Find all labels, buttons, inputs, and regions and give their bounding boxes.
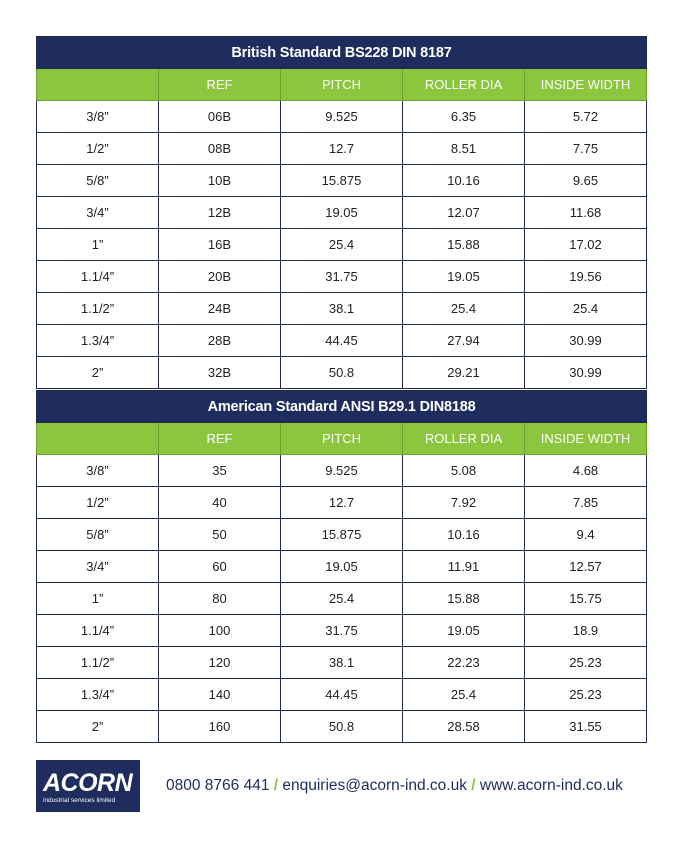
contact-line (166, 777, 623, 795)
table-cell: 5.08 (403, 455, 525, 487)
table-cell: 25.23 (525, 679, 647, 711)
table-cell: 6.35 (403, 101, 525, 133)
table-cell: 5/8” (37, 165, 159, 197)
table-cell: 60 (159, 551, 281, 583)
table-cell: 19.05 (403, 261, 525, 293)
table-cell: 25.4 (281, 583, 403, 615)
table-cell: 1.1/4” (37, 261, 159, 293)
table-cell: 08B (159, 133, 281, 165)
table-cell: 25.4 (281, 229, 403, 261)
table-row (37, 293, 647, 325)
table-cell: 27.94 (403, 325, 525, 357)
table-title: American Standard ANSI B29.1 DIN8188 (37, 391, 647, 423)
table-cell: 9.65 (525, 165, 647, 197)
table-cell: 1” (37, 229, 159, 261)
table-cell: 25.23 (525, 647, 647, 679)
table-cell: 30.99 (525, 325, 647, 357)
table-row (37, 165, 647, 197)
table-cell: 10B (159, 165, 281, 197)
separator: / (471, 777, 476, 794)
table-cell: 15.75 (525, 583, 647, 615)
table-cell: 31.75 (281, 261, 403, 293)
table-cell: 28.58 (403, 711, 525, 743)
table-cell: 7.85 (525, 487, 647, 519)
table-body (37, 455, 647, 743)
table-row (37, 487, 647, 519)
table-row (37, 519, 647, 551)
table-cell: 10.16 (403, 519, 525, 551)
table-cell: 15.875 (281, 519, 403, 551)
table-cell: 25.4 (525, 293, 647, 325)
column-header: ROLLER DIA (403, 69, 525, 101)
table-row (37, 101, 647, 133)
table-cell: 19.05 (281, 551, 403, 583)
table-body (37, 101, 647, 389)
table-cell: 12.7 (281, 487, 403, 519)
table-cell: 20B (159, 261, 281, 293)
table-row (37, 455, 647, 487)
table-cell: 100 (159, 615, 281, 647)
table-cell: 28B (159, 325, 281, 357)
table-cell: 3/8” (37, 101, 159, 133)
british-standard-table (36, 36, 647, 389)
table-cell: 4.68 (525, 455, 647, 487)
table-cell: 9.4 (525, 519, 647, 551)
table-cell: 16B (159, 229, 281, 261)
table-row (37, 229, 647, 261)
table-cell: 19.05 (403, 615, 525, 647)
table-cell: 31.75 (281, 615, 403, 647)
separator: / (273, 777, 279, 794)
table-cell: 50.8 (281, 711, 403, 743)
table-cell: 2” (37, 357, 159, 389)
table-row (37, 197, 647, 229)
table-cell: 9.525 (281, 455, 403, 487)
table-cell: 1.3/4” (37, 325, 159, 357)
table-cell: 40 (159, 487, 281, 519)
column-header: PITCH (281, 423, 403, 455)
table-cell: 1/2” (37, 487, 159, 519)
table-row (37, 551, 647, 583)
table-row (37, 261, 647, 293)
table-cell: 120 (159, 647, 281, 679)
table-cell: 44.45 (281, 325, 403, 357)
acorn-logo (36, 760, 140, 812)
column-header: INSIDE WIDTH (525, 69, 647, 101)
table-cell: 22.23 (403, 647, 525, 679)
table-cell: 44.45 (281, 679, 403, 711)
table-cell: 12B (159, 197, 281, 229)
table-cell: 9.525 (281, 101, 403, 133)
table-row (37, 647, 647, 679)
table-cell: 18.9 (525, 615, 647, 647)
table-cell: 30.99 (525, 357, 647, 389)
table-cell: 1.3/4” (37, 679, 159, 711)
table-cell: 19.05 (281, 197, 403, 229)
table-cell: 3/4” (37, 197, 159, 229)
table-cell: 8.51 (403, 133, 525, 165)
logo-wordmark: ACORN (43, 769, 133, 797)
table-cell: 50 (159, 519, 281, 551)
column-header: REF (159, 423, 281, 455)
table-row (37, 615, 647, 647)
table-cell: 80 (159, 583, 281, 615)
table-cell: 25.4 (403, 293, 525, 325)
table-cell: 24B (159, 293, 281, 325)
table-cell: 10.16 (403, 165, 525, 197)
table-cell: 140 (159, 679, 281, 711)
phone-number: 0800 8766 441 (166, 777, 270, 794)
column-header (37, 69, 159, 101)
table-cell: 3/8” (37, 455, 159, 487)
table-cell: 15.875 (281, 165, 403, 197)
table-cell: 5/8” (37, 519, 159, 551)
table-cell: 38.1 (281, 647, 403, 679)
table-cell: 31.55 (525, 711, 647, 743)
table-cell: 2” (37, 711, 159, 743)
table-cell: 17.02 (525, 229, 647, 261)
table-cell: 1/2” (37, 133, 159, 165)
table-cell: 25.4 (403, 679, 525, 711)
email-link[interactable]: enquiries@acorn-ind.co.uk (282, 777, 467, 794)
table-cell: 32B (159, 357, 281, 389)
table-cell: 06B (159, 101, 281, 133)
table-cell: 50.8 (281, 357, 403, 389)
table-title: British Standard BS228 DIN 8187 (37, 37, 647, 69)
table-cell: 15.88 (403, 229, 525, 261)
table-row (37, 583, 647, 615)
column-header: REF (159, 69, 281, 101)
table-cell: 15.88 (403, 583, 525, 615)
table-row (37, 325, 647, 357)
logo-tagline: industrial services limited (43, 797, 116, 804)
table-cell: 19.56 (525, 261, 647, 293)
header-row (37, 69, 647, 101)
table-cell: 3/4” (37, 551, 159, 583)
column-header: INSIDE WIDTH (525, 423, 647, 455)
table-cell: 11.91 (403, 551, 525, 583)
table-cell: 1.1/2” (37, 293, 159, 325)
table-cell: 38.1 (281, 293, 403, 325)
table-cell: 12.7 (281, 133, 403, 165)
table-cell: 1.1/2” (37, 647, 159, 679)
table-cell: 35 (159, 455, 281, 487)
column-header: ROLLER DIA (403, 423, 525, 455)
table-row (37, 133, 647, 165)
table-cell: 1” (37, 583, 159, 615)
table-cell: 5.72 (525, 101, 647, 133)
table-row (37, 357, 647, 389)
column-header (37, 423, 159, 455)
table-cell: 7.92 (403, 487, 525, 519)
header-row (37, 423, 647, 455)
table-cell: 12.07 (403, 197, 525, 229)
footer (36, 760, 646, 812)
table-cell: 12.57 (525, 551, 647, 583)
column-header: PITCH (281, 69, 403, 101)
website-link[interactable]: www.acorn-ind.co.uk (479, 777, 623, 794)
table-cell: 1.1/4” (37, 615, 159, 647)
table-row (37, 711, 647, 743)
table-cell: 11.68 (525, 197, 647, 229)
table-cell: 29.21 (403, 357, 525, 389)
table-row (37, 679, 647, 711)
table-cell: 160 (159, 711, 281, 743)
american-standard-table (36, 390, 647, 743)
table-cell: 7.75 (525, 133, 647, 165)
